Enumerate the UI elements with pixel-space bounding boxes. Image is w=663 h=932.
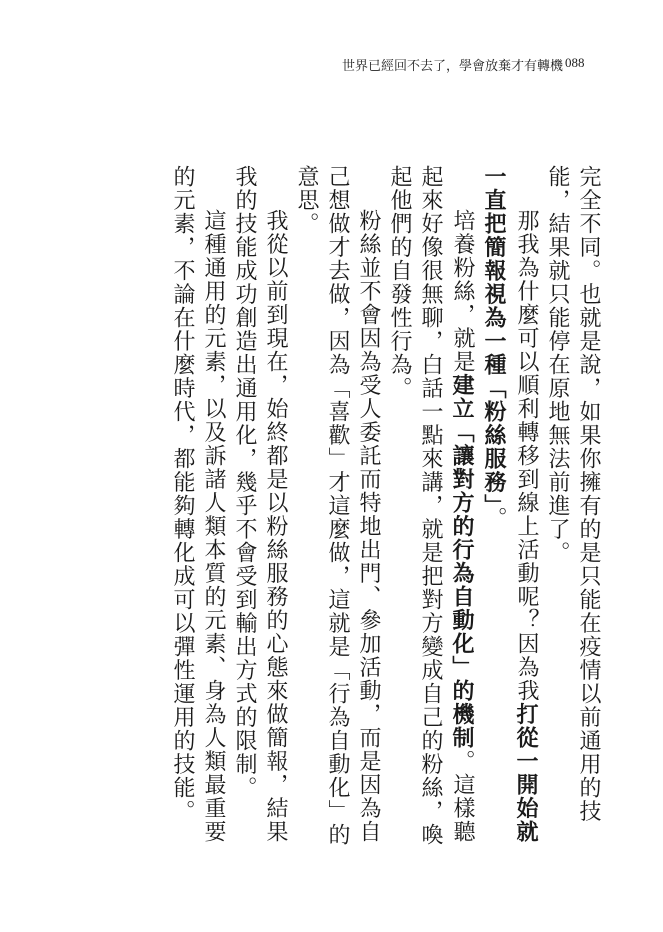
page-header — [0, 55, 663, 79]
paragraph-6: 這種通用的元素，以及訴諸人類本質的元素、身為人類最重要的元素，不論在什麼時代，都能夠轉化成可以彈性運用的技能。 — [170, 165, 226, 844]
paragraph-2-emphasis: 打從一開始就一直把簡報視為一種「粉絲服務」 — [481, 165, 539, 844]
paragraph-3-text-c: 。這樣聽起來好像很無聊，白話一點來講，就是把對方變成自己的粉絲，喚起他們的自發性行為。 — [387, 165, 475, 847]
paragraph-5: 我從以前到現在，始終都是以粉絲服務的心態來做簡報，結果我的技能成功創造出通用化，幾乎不會受到輸出方式的限制。 — [232, 165, 288, 844]
paragraph-1: 完全不同。也就是說，如果你擁有的是只能在疫情以前通用的技能，結果就只能停在原地無法前進了。 — [545, 165, 601, 823]
paragraph-2-text-a: 那我為什麼可以順利轉移到線上活動呢？因為我 — [514, 209, 539, 703]
paragraph-3-emphasis: 建立「讓對方的行為自動化」的機制 — [449, 373, 475, 750]
paragraph-3-text-a: 培養粉絲，就是 — [450, 209, 475, 374]
running-title: 世界已經回不去了，學會放棄才有轉機 — [342, 59, 564, 74]
paragraph-2-text-c: 。 — [482, 506, 507, 530]
page-number: 088 — [565, 55, 585, 70]
paragraph-2 — [478, 165, 542, 865]
paragraph-4: 粉絲並不會因為受人委託而特地出門、參加活動，而是因為自己想做才去做，因為「喜歡」才這麼做，這就是「行為自動化」的意思。 — [294, 165, 381, 847]
body-text — [84, 165, 604, 865]
paragraph-3 — [384, 165, 478, 865]
